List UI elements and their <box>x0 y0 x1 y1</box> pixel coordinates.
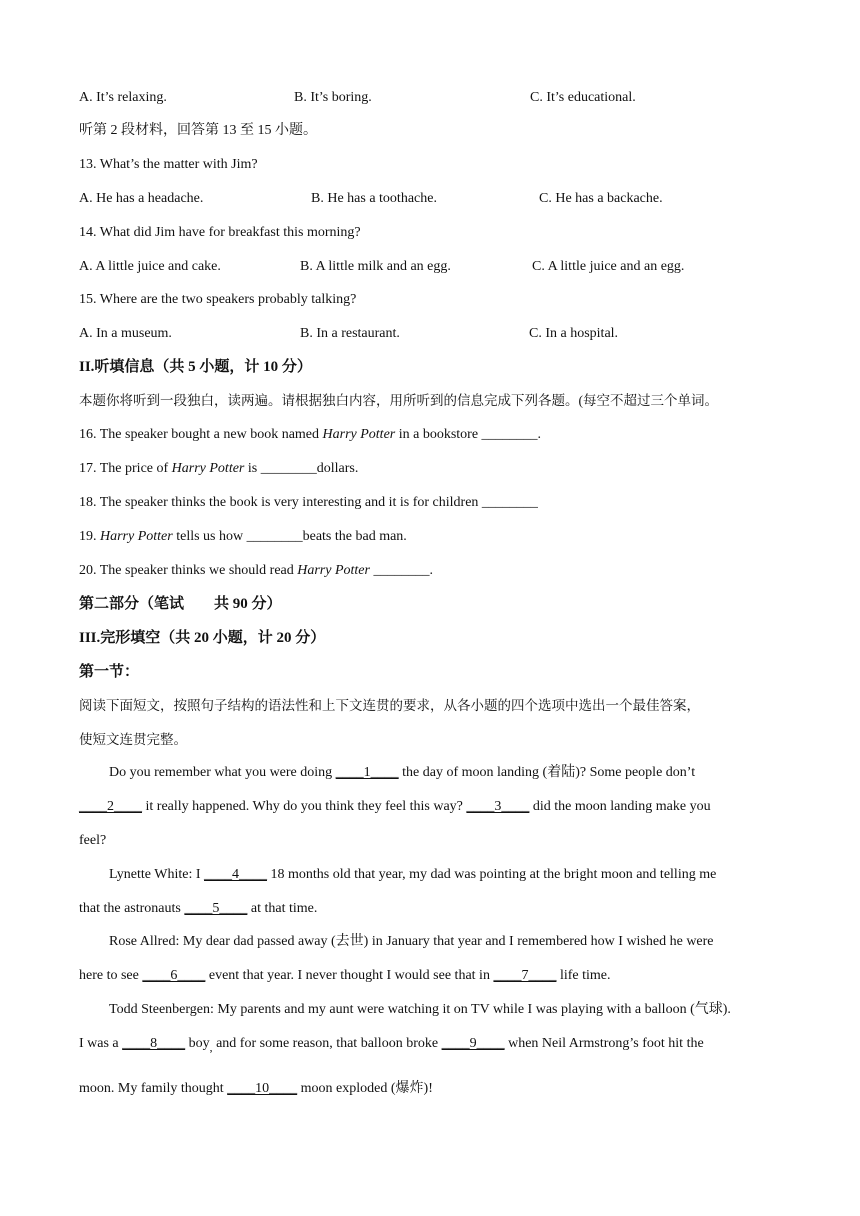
q19-text-b: tells us how ________beats the bad man. <box>172 529 407 544</box>
passage-text: it really happened. Why do you think they feel this way? <box>142 799 467 814</box>
q12-option-b: B. It’s boring. <box>294 90 372 105</box>
passage-text: 18 months old that year, my dad was pointing at the bright moon and telling me <box>267 867 717 882</box>
section3-instruction-line1: 阅读下面短文，按照句子结构的语法性和上下文连贯的要求，从各小题的四个选项中选出一个最佳答案， <box>79 698 700 713</box>
q16-text-a: 16. The speaker bought a new book named <box>79 427 323 442</box>
section3-instruction-line2: 使短文连贯完整。 <box>79 732 187 747</box>
q13-option-b: B. He has a toothache. <box>311 191 437 206</box>
passage-p3-line1: Rose Allred: My dear dad passed away (去世) in January that year and I remembered how I wished he were <box>109 934 714 949</box>
passage-text: moon exploded (爆炸)! <box>297 1081 433 1096</box>
q18: 18. The speaker thinks the book is very interesting and it is for children ________ <box>79 495 538 510</box>
passage-text: moon. My family thought <box>79 1081 228 1096</box>
q14-option-c: C. A little juice and an egg. <box>532 259 685 274</box>
q15-option-b: B. In a restaurant. <box>300 326 400 341</box>
section3-title: III.完形填空（共 20 小题，计 20 分） <box>79 630 326 646</box>
q19-book-title: Harry Potter <box>100 529 173 544</box>
blank-2: ____2____ <box>79 799 142 814</box>
q19 <box>79 528 407 546</box>
passage-p2-line2 <box>79 900 317 918</box>
q14-stem: 14. What did Jim have for breakfast this morning? <box>79 225 361 240</box>
q17-text-a: 17. The price of <box>79 461 172 476</box>
blank-1: ____1____ <box>335 765 399 780</box>
q13-option-a: A. He has a headache. <box>79 191 204 206</box>
passage-text: when Neil Armstrong’s foot hit the <box>504 1036 704 1051</box>
q13-option-c: C. He has a backache. <box>539 191 663 206</box>
q15-stem: 15. Where are the two speakers probably talking? <box>79 292 357 307</box>
q17-text-b: is ________dollars. <box>244 461 359 476</box>
passage-p4-line1: Todd Steenbergen: My parents and my aunt were watching it on TV while I was playing with a balloon (气球). <box>109 1002 731 1017</box>
q20-text-a: 20. The speaker thinks we should read <box>79 563 298 578</box>
passage-text: the day of moon landing (着陆)? Some people don’t <box>398 765 696 780</box>
passage-text: boy <box>185 1036 210 1051</box>
passage-text: here to see <box>79 968 143 983</box>
passage-comma: , <box>209 1040 213 1054</box>
blank-5: ____5____ <box>184 901 248 916</box>
section2-instruction: 本题你将听到一段独白，读两遍。请根据独白内容，用所听到的信息完成下列各题。(每空不超过三个单词。 <box>79 393 718 408</box>
q20 <box>79 562 433 580</box>
passage-p1-line3: feel? <box>79 833 107 848</box>
q14-option-a: A. A little juice and cake. <box>79 259 221 274</box>
q12-option-a: A. It’s relaxing. <box>79 90 167 105</box>
passage-p4-line2 <box>79 1035 704 1057</box>
passage-text: event that year. I never thought I would see that in <box>205 968 494 983</box>
section2-title: II.听填信息（共 5 小题，计 10 分） <box>79 359 312 375</box>
passage-p2-line1 <box>109 866 716 884</box>
q13-stem: 13. What’s the matter with Jim? <box>79 157 258 172</box>
blank-10: ____10____ <box>227 1081 298 1096</box>
passage-p3-line2 <box>79 967 611 985</box>
passage-p4-line3 <box>79 1080 433 1098</box>
q16-text-b: in a bookstore ________. <box>395 427 542 442</box>
section3-subsection: 第一节： <box>79 664 140 680</box>
q20-book-title: Harry Potter <box>297 563 370 578</box>
q17 <box>79 460 358 478</box>
passage-text: that the astronauts <box>79 901 185 916</box>
material2-intro: 听第 2 段材料，回答第 13 至 15 小题。 <box>79 123 317 138</box>
blank-9: ____9____ <box>441 1036 505 1051</box>
part2-title: 第二部分（笔试 共 90 分） <box>79 596 282 612</box>
q16 <box>79 426 541 444</box>
q20-text-b: ________. <box>369 563 433 578</box>
passage-p1-line1 <box>109 764 695 782</box>
blank-7: ____7____ <box>493 968 557 983</box>
q16-book-title: Harry Potter <box>322 427 396 442</box>
q15-option-c: C. In a hospital. <box>529 326 619 341</box>
q14-option-b: B. A little milk and an egg. <box>300 259 451 274</box>
blank-3: ____3____ <box>466 799 530 814</box>
blank-8: ____8____ <box>122 1036 186 1051</box>
q12-option-c: C. It’s educational. <box>530 90 636 105</box>
q17-book-title: Harry Potter <box>171 461 245 476</box>
passage-text: did the moon landing make you <box>529 799 711 814</box>
passage-text: I was a <box>79 1036 123 1051</box>
passage-text: Lynette White: I <box>109 867 204 882</box>
passage-p1-line2 <box>79 798 711 816</box>
q19-text-a: 19. <box>79 529 100 544</box>
passage-text: life time. <box>556 968 611 983</box>
q15-option-a: A. In a museum. <box>79 326 172 341</box>
passage-text: Do you remember what you were doing <box>109 765 336 780</box>
blank-4: ____4____ <box>204 867 267 882</box>
passage-text: at that time. <box>247 901 318 916</box>
blank-6: ____6____ <box>142 968 206 983</box>
passage-text: and for some reason, that balloon broke <box>212 1036 442 1051</box>
